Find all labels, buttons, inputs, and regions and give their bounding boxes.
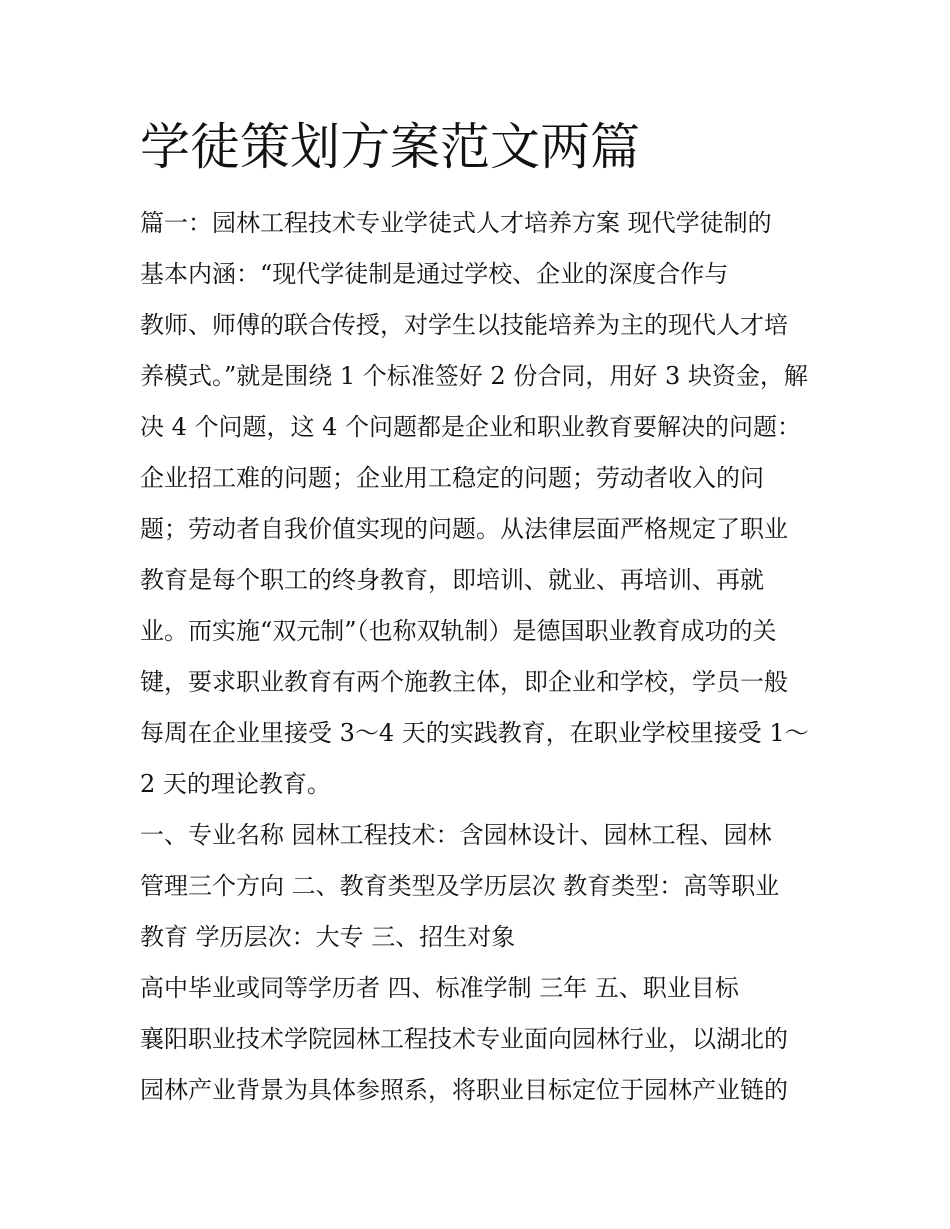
body-line: 决 4 个问题，这 4 个问题都是企业和职业教育要解决的问题： (140, 413, 802, 441)
body-line: 养模式。”就是围绕 1 个标准签好 2 份合同，用好 3 块资金，解 (140, 362, 808, 390)
body-line: 业。而实施“双元制”（也称双轨制）是德国职业教育成功的关 (140, 617, 777, 645)
body-line: 2 天的理论教育。 (140, 770, 331, 798)
body-line: 企业招工难的问题；企业用工稳定的问题；劳动者收入的问 (140, 464, 764, 492)
body-line: 基本内涵：“现代学徒制是通过学校、企业的深度合作与 (140, 260, 729, 288)
body-line: 教师、师傅的联合传授，对学生以技能培养为主的现代人才培 (140, 311, 788, 339)
body-line: 园林产业背景为具体参照系，将职业目标定位于园林产业链的 (140, 1076, 788, 1104)
body-line: 高中毕业或同等学历者 四、标准学制 三年 五、职业目标 (140, 974, 739, 1002)
body-line: 管理三个方向 二、教育类型及学历层次 教育类型：高等职业 (140, 872, 780, 900)
body-line: 教育是每个职工的终身教育，即培训、就业、再培训、再就 (140, 566, 764, 594)
body-line: 一、专业名称 园林工程技术：含园林设计、园林工程、园林 (140, 821, 772, 849)
document-body (140, 198, 830, 1116)
document-title: 学徒策划方案范文两篇 (140, 118, 640, 176)
body-line: 篇一：园林工程技术专业学徒式人才培养方案 现代学徒制的 (140, 209, 772, 237)
body-line: 键，要求职业教育有两个施教主体，即企业和学校，学员一般 (140, 668, 788, 696)
body-line: 襄阳职业技术学院园林工程技术专业面向园林行业，以湖北的 (140, 1025, 788, 1053)
body-line: 题；劳动者自我价值实现的问题。从法律层面严格规定了职业 (140, 515, 788, 543)
body-line: 教育 学历层次：大专 三、招生对象 (140, 923, 516, 951)
body-line: 每周在企业里接受 3～4 天的实践教育，在职业学校里接受 1～ (140, 719, 809, 747)
